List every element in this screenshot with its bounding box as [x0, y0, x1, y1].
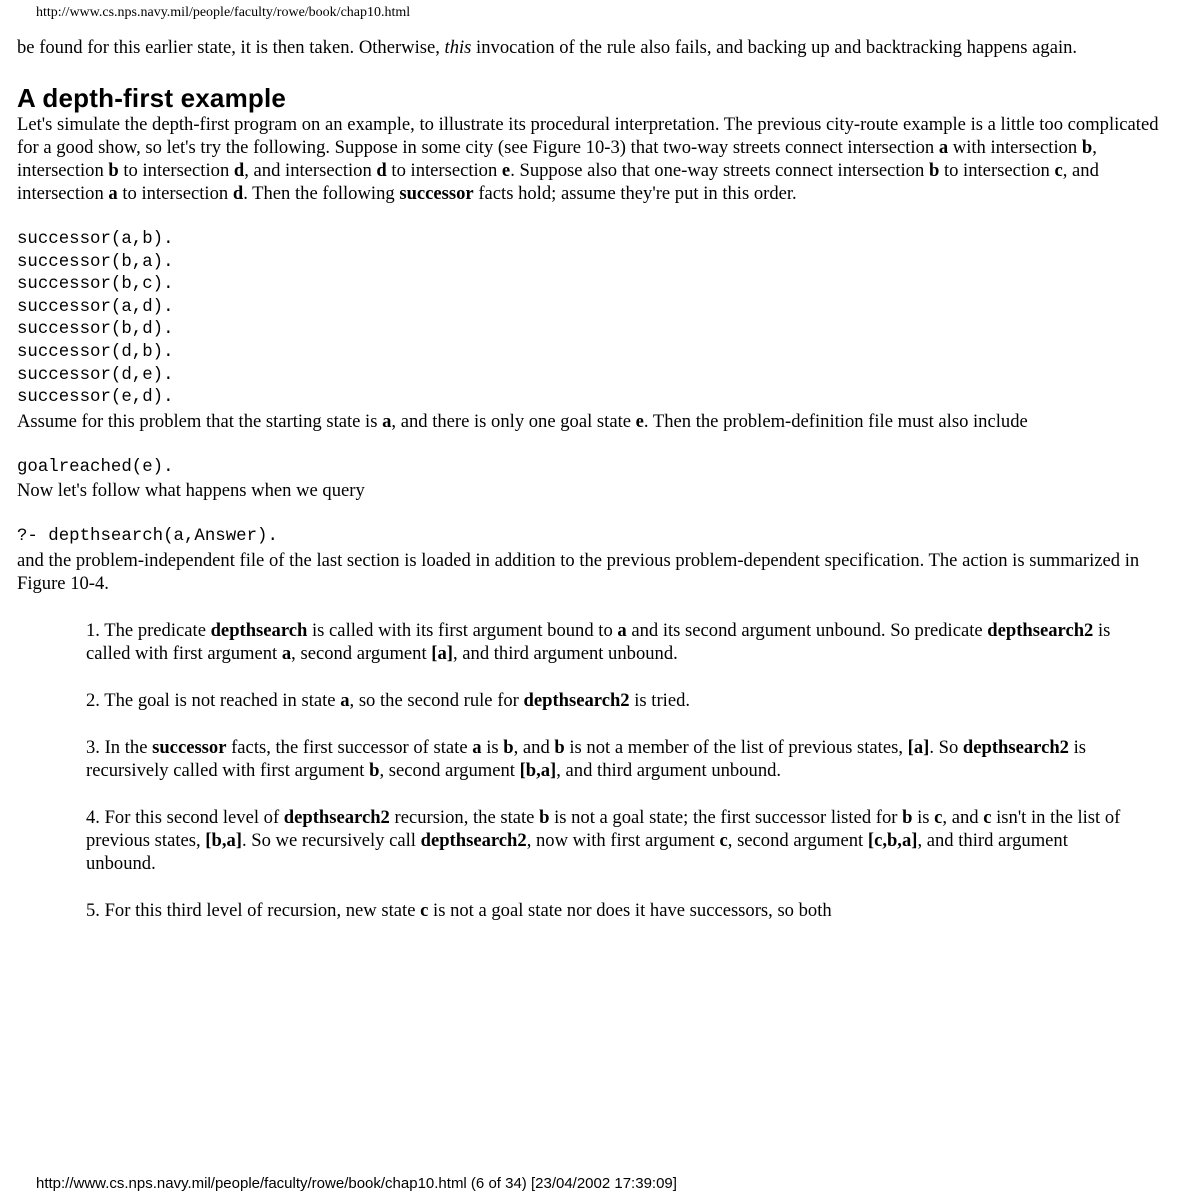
term-c: c [1054, 160, 1063, 181]
code-line: successor(d,e). [17, 365, 174, 385]
term-a: a [281, 642, 292, 664]
text-run: , and intersection [17, 160, 1099, 204]
text-run: , now with first argument [526, 829, 720, 851]
text-run: Assume for this problem that the starting state is [17, 410, 383, 432]
term-list: [c,b,a] [867, 829, 918, 851]
code-line: successor(a,d). [17, 297, 174, 317]
term-a: a [108, 183, 118, 204]
step-4 [86, 806, 1182, 875]
term-b: b [928, 160, 940, 181]
code-line: goalreached(e). [17, 457, 174, 477]
text-run: invocation of the rule also fails, and backing up and backtracking happens again. [471, 37, 1078, 58]
term-b: b [902, 806, 913, 828]
code-line: successor(b,d). [17, 320, 174, 340]
text-run: is recursively called with first argument [86, 736, 1087, 781]
text-run: to intersection [117, 183, 233, 204]
text-run: is called with its first argument bound to [307, 619, 618, 641]
step-5 [86, 899, 1182, 922]
term-a: a [382, 410, 392, 432]
text-run: . Then the problem-definition file must also include [643, 410, 1028, 432]
emphasis-this: this [444, 37, 472, 58]
term-successor: successor [399, 183, 474, 204]
text-run: . Suppose also that one-way streets connect intersection [510, 160, 929, 181]
step-1 [86, 619, 1182, 665]
term-a: a [938, 137, 949, 158]
text-run: , and there is only one goal state [391, 410, 636, 432]
intro-paragraph [17, 36, 1182, 59]
successor-facts-code [17, 229, 1182, 410]
text-run: , and [942, 806, 984, 828]
text-run: . So we recursively call [241, 829, 421, 851]
code-line: successor(b,a). [17, 252, 174, 272]
term-b: b [1081, 137, 1093, 158]
text-run: , and intersection [244, 160, 377, 181]
text-run: facts, the first successor of state [226, 736, 473, 758]
text-run: to intersection [118, 160, 234, 181]
text-run: , intersection [17, 137, 1097, 181]
text-run: , so the second rule for [349, 689, 524, 711]
term-d: d [376, 160, 387, 181]
term-list: [a] [431, 642, 453, 664]
term-d: d [232, 183, 244, 204]
term-depthsearch2: depthsearch2 [283, 806, 390, 828]
term-b: b [108, 160, 119, 181]
text-run: 4. For this second level of [86, 806, 284, 828]
term-e: e [501, 160, 511, 181]
term-depthsearch2: depthsearch2 [987, 619, 1094, 641]
text-run: is not a goal state nor does it have successors, so both [428, 899, 832, 921]
text-run: , and [513, 736, 555, 758]
text-run: . So [929, 736, 963, 758]
code-line: successor(d,b). [17, 342, 174, 362]
code-line: successor(a,b). [17, 230, 174, 249]
text-run: , and third argument unbound. [452, 642, 678, 664]
term-a: a [340, 689, 350, 711]
goalreached-code [17, 457, 1182, 480]
term-depthsearch2: depthsearch2 [523, 689, 630, 711]
text-run: , second argument [291, 642, 432, 664]
text-run: is tried. [629, 689, 691, 711]
term-a: a [617, 619, 627, 641]
text-run: be found for this earlier state, it is then taken. Otherwise, [17, 37, 445, 58]
step-3 [86, 736, 1182, 782]
text-run: , second argument [379, 759, 520, 781]
term-list: [b,a] [519, 759, 557, 781]
page-url-header: http://www.cs.nps.navy.mil/people/faculty/rowe/book/chap10.html [36, 5, 411, 20]
query-code [17, 526, 1182, 549]
page-content [17, 36, 1182, 946]
term-c: c [934, 806, 943, 828]
term-d: d [233, 160, 245, 181]
term-list: [a] [907, 736, 930, 758]
term-successor: successor [152, 736, 227, 758]
text-run: facts hold; assume they're put in this order. [473, 183, 797, 204]
text-run: is not a goal state; the first successor listed for [549, 806, 903, 828]
text-run: is [912, 806, 935, 828]
term-b: b [554, 736, 565, 758]
term-b: b [503, 736, 514, 758]
loaded-paragraph: and the problem-independent file of the last section is loaded in addition to the previous problem-dependent specification. The action is summarized in Figure 10-4. [17, 549, 1140, 594]
term-b: b [539, 806, 550, 828]
section-heading: A depth-first example [17, 83, 287, 113]
text-run: , and third argument unbound. [86, 829, 1068, 874]
assume-paragraph [17, 410, 1182, 433]
text-run: is [481, 736, 504, 758]
text-run: to intersection [939, 160, 1055, 181]
step-2 [86, 689, 1182, 712]
term-c: c [420, 899, 429, 921]
text-run: 5. For this third level of recursion, new state [86, 899, 421, 921]
query-intro-paragraph: Now let's follow what happens when we query [17, 480, 365, 502]
term-depthsearch2: depthsearch2 [962, 736, 1069, 758]
text-run: 2. The goal is not reached in state [86, 689, 341, 711]
text-run: Let's simulate the depth-first program on an example, to illustrate its procedural interpretation. The previous city-route example is a little too complicated for a good show, so let's try the following. Suppose in some city (see Figure 10-3) that two-way streets connect intersection [17, 114, 1159, 158]
text-run: to intersection [386, 160, 502, 181]
code-line: successor(e,d). [17, 388, 174, 408]
example-paragraph [17, 113, 1182, 205]
steps-list [17, 619, 1182, 922]
text-run: . Then the following [243, 183, 400, 204]
page-footer: http://www.cs.nps.navy.mil/people/faculty/rowe/book/chap10.html (6 of 34) [23/04/2002 17:39:09] [36, 1175, 677, 1192]
term-depthsearch2: depthsearch2 [420, 829, 527, 851]
term-e: e [635, 410, 644, 432]
text-run: and its second argument unbound. So predicate [626, 619, 988, 641]
term-c: c [983, 806, 992, 828]
text-run: is not a member of the list of previous states, [564, 736, 908, 758]
term-list: [b,a] [205, 829, 242, 851]
text-run: 1. The predicate [86, 619, 211, 641]
term-depthsearch: depthsearch [210, 619, 308, 641]
code-line: successor(b,c). [17, 275, 174, 295]
code-line: ?- depthsearch(a,Answer). [17, 527, 278, 547]
term-a: a [472, 736, 482, 758]
text-run: with intersection [948, 137, 1082, 158]
text-run: 3. In the [86, 736, 153, 758]
text-run: is called with first argument [86, 619, 1111, 664]
text-run: recursion, the state [389, 806, 540, 828]
text-run: , second argument [727, 829, 868, 851]
text-run: , and third argument unbound. [556, 759, 782, 781]
text-run: isn't in the list of previous states, [86, 806, 1121, 851]
term-c: c [719, 829, 728, 851]
term-b: b [369, 759, 380, 781]
